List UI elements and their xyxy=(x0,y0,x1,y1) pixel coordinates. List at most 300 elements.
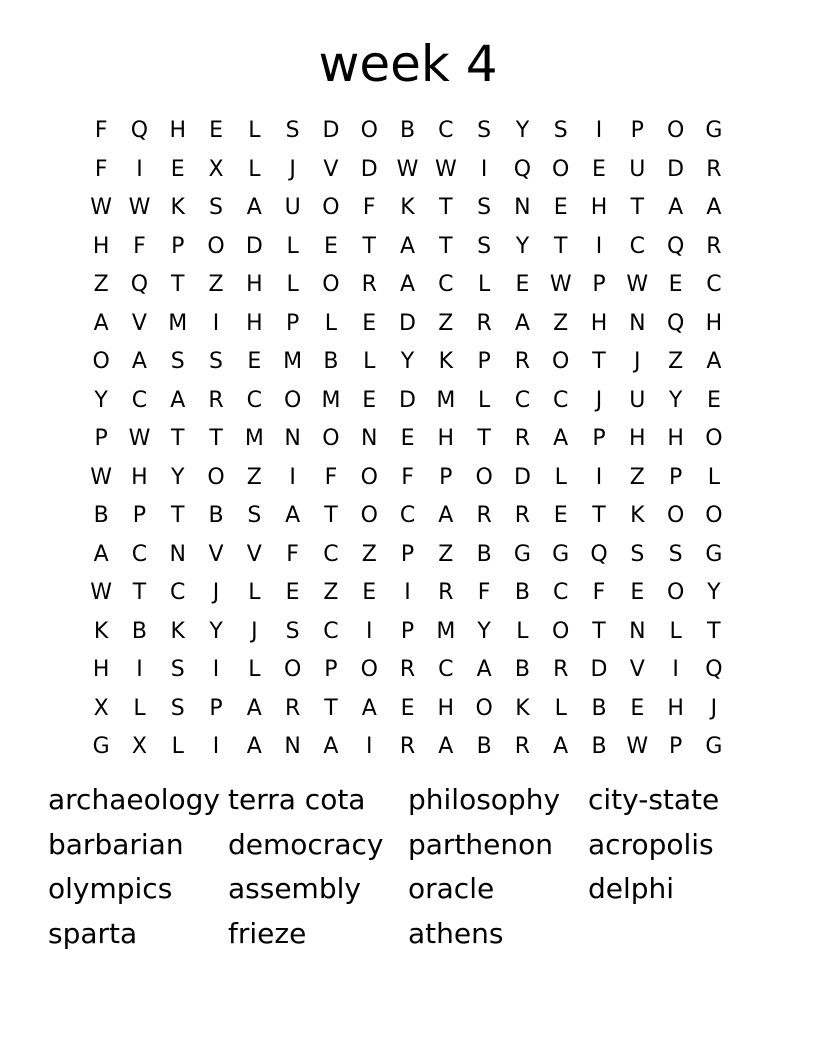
grid-letter: Y xyxy=(515,233,530,259)
grid-letter: O xyxy=(283,387,302,413)
grid-letter: Q xyxy=(513,156,532,182)
grid-letter: S xyxy=(170,695,185,721)
grid-letter: J xyxy=(251,618,258,644)
grid-letter: Y xyxy=(94,387,108,413)
grid-letter: Q xyxy=(705,657,723,683)
grid-row xyxy=(82,536,734,575)
grid-letter: O xyxy=(322,272,340,298)
grid-letter: O xyxy=(322,195,340,221)
grid-letter: K xyxy=(170,195,185,221)
grid-letter: Q xyxy=(130,118,149,144)
search-word: delphi xyxy=(588,872,675,905)
grid-letter: P xyxy=(400,618,415,644)
grid-letter: K xyxy=(93,618,109,644)
grid-letter: T xyxy=(439,233,453,259)
grid-letter: F xyxy=(592,580,606,606)
grid-letter: R xyxy=(438,580,454,606)
grid-letter: B xyxy=(323,349,339,375)
grid-letter: K xyxy=(170,618,185,644)
grid-letter: Z xyxy=(629,464,645,490)
grid-letter: N xyxy=(360,426,378,452)
grid-letter: L xyxy=(248,657,261,683)
search-word: barbarian xyxy=(48,827,184,861)
grid-letter: H xyxy=(169,118,187,144)
grid-letter: G xyxy=(705,118,723,144)
grid-letter: I xyxy=(480,156,488,182)
grid-row xyxy=(82,690,734,729)
grid-letter: V xyxy=(323,156,339,182)
grid-letter: D xyxy=(245,233,263,259)
grid-letter: W xyxy=(626,272,649,298)
grid-letter: O xyxy=(666,580,685,606)
grid-letter: I xyxy=(212,734,220,760)
grid-letter: U xyxy=(629,387,646,413)
grid-letter: L xyxy=(248,580,261,606)
grid-letter: L xyxy=(363,349,376,375)
grid-letter: S xyxy=(285,118,300,144)
grid-letter: L xyxy=(554,695,567,721)
grid-letter: L xyxy=(516,618,529,644)
grid-letter: E xyxy=(362,580,377,606)
grid-letter: N xyxy=(284,426,301,452)
grid-letter: H xyxy=(667,426,684,452)
grid-letter: L xyxy=(707,464,721,490)
grid-letter: C xyxy=(170,580,186,606)
grid-letter: Z xyxy=(93,272,109,298)
grid-letter: Y xyxy=(171,464,185,490)
grid-letter: P xyxy=(324,657,338,683)
grid-letter: Z xyxy=(361,541,377,567)
grid-letter: L xyxy=(286,233,299,259)
grid-letter: O xyxy=(322,426,340,452)
grid-letter: W xyxy=(396,156,419,182)
grid-letter: Q xyxy=(666,310,685,336)
grid-row xyxy=(82,228,734,267)
grid-letter: A xyxy=(361,695,377,721)
grid-letter: V xyxy=(208,541,224,567)
grid-letter: T xyxy=(592,503,606,529)
search-word: archaeology xyxy=(48,783,220,816)
grid-letter: T xyxy=(592,618,606,644)
grid-letter: S xyxy=(247,503,262,529)
grid-letter: O xyxy=(552,618,570,644)
grid-row xyxy=(82,497,734,536)
grid-letter: I xyxy=(672,657,679,683)
grid-letter: N xyxy=(169,541,186,567)
grid-letter: P xyxy=(285,310,300,336)
grid-row xyxy=(82,613,734,652)
grid-letter: N xyxy=(629,618,646,644)
grid-letter: X xyxy=(208,156,224,182)
grid-letter: O xyxy=(360,464,378,490)
grid-letter: A xyxy=(93,541,109,567)
grid-letter: H xyxy=(92,657,110,683)
grid-letter: E xyxy=(362,387,377,413)
grid-letter: A xyxy=(476,657,492,683)
grid-letter: S xyxy=(630,541,645,567)
grid-letter: H xyxy=(131,464,148,490)
grid-letter: H xyxy=(92,233,110,259)
grid-letter: I xyxy=(595,464,603,490)
search-word: athens xyxy=(408,916,504,950)
grid-letter: A xyxy=(553,734,569,760)
grid-letter: R xyxy=(706,156,722,182)
letter-grid xyxy=(82,112,734,767)
grid-letter: G xyxy=(705,734,723,760)
grid-row xyxy=(82,574,734,613)
grid-letter: B xyxy=(514,657,530,683)
grid-letter: Y xyxy=(477,618,491,644)
grid-letter: X xyxy=(93,695,109,721)
grid-letter: R xyxy=(514,349,531,375)
grid-letter: P xyxy=(477,349,491,375)
grid-letter: C xyxy=(131,387,148,413)
grid-letter: M xyxy=(436,387,456,413)
grid-letter: Z xyxy=(553,310,569,336)
grid-letter: P xyxy=(400,541,415,567)
grid-letter: Z xyxy=(668,349,684,375)
grid-row xyxy=(82,382,734,421)
grid-letter: B xyxy=(591,734,607,760)
grid-letter: S xyxy=(553,118,568,144)
grid-letter: A xyxy=(246,195,262,221)
grid-letter: D xyxy=(590,657,608,683)
grid-letter: S xyxy=(668,541,683,567)
grid-letter: H xyxy=(246,272,263,298)
grid-letter: P xyxy=(668,464,683,490)
grid-row xyxy=(82,343,734,382)
grid-letter: A xyxy=(285,503,301,529)
grid-letter: O xyxy=(360,657,378,683)
grid-letter: E xyxy=(247,349,262,375)
grid-letter: F xyxy=(94,118,108,144)
grid-row xyxy=(82,728,734,767)
search-word: terra cota xyxy=(228,783,366,816)
grid-letter: E xyxy=(553,503,568,529)
grid-letter: L xyxy=(477,387,491,413)
grid-letter: G xyxy=(513,541,531,567)
grid-letter: P xyxy=(132,503,147,529)
grid-letter: Z xyxy=(246,464,262,490)
grid-letter: P xyxy=(592,426,606,452)
grid-letter: W xyxy=(128,195,151,221)
search-word: olympics xyxy=(48,872,173,905)
grid-letter: I xyxy=(212,657,220,683)
grid-letter: O xyxy=(92,349,110,375)
grid-letter: O xyxy=(552,156,570,182)
grid-row xyxy=(82,266,734,305)
grid-letter: T xyxy=(477,426,491,452)
grid-letter: V xyxy=(246,541,262,567)
grid-letter: I xyxy=(365,734,373,760)
search-word: philosophy xyxy=(408,783,561,816)
grid-letter: L xyxy=(248,118,261,144)
grid-letter: A xyxy=(399,272,416,298)
grid-letter: B xyxy=(476,734,492,760)
grid-letter: L xyxy=(477,272,491,298)
grid-letter: R xyxy=(514,426,531,452)
grid-letter: I xyxy=(365,618,373,644)
grid-letter: J xyxy=(710,695,718,721)
grid-letter: E xyxy=(706,387,721,413)
search-word: sparta xyxy=(48,916,138,950)
grid-letter: B xyxy=(93,503,109,529)
grid-letter: O xyxy=(552,349,570,375)
grid-letter: A xyxy=(668,195,684,221)
grid-letter: L xyxy=(248,156,261,182)
grid-letter: I xyxy=(136,657,143,683)
search-word: democracy xyxy=(228,827,384,861)
grid-row xyxy=(82,420,734,459)
word-list xyxy=(48,778,768,956)
grid-letter: F xyxy=(286,541,299,567)
grid-letter: Z xyxy=(323,580,339,606)
grid-letter: G xyxy=(92,734,110,760)
grid-letter: N xyxy=(284,734,301,760)
grid-letter: C xyxy=(438,272,454,298)
grid-letter: Y xyxy=(707,580,721,606)
grid-letter: L xyxy=(324,310,338,336)
grid-letter: T xyxy=(324,695,338,721)
grid-letter: S xyxy=(170,657,185,683)
grid-letter: T xyxy=(171,426,185,452)
grid-letter: E xyxy=(323,233,338,259)
grid-letter: B xyxy=(476,541,492,567)
grid-letter: O xyxy=(705,503,723,529)
grid-letter: O xyxy=(360,503,378,529)
search-word: acropolis xyxy=(588,827,714,861)
grid-letter: M xyxy=(283,349,303,375)
grid-letter: P xyxy=(171,233,185,259)
grid-letter: S xyxy=(209,349,224,375)
grid-letter: R xyxy=(284,695,301,721)
grid-letter: J xyxy=(212,580,220,606)
grid-letter: B xyxy=(591,695,607,721)
grid-row xyxy=(82,651,734,690)
grid-letter: E xyxy=(668,272,683,298)
grid-letter: A xyxy=(93,310,109,336)
grid-letter: O xyxy=(705,426,723,452)
grid-letter: R xyxy=(399,657,416,683)
grid-letter: T xyxy=(362,233,376,259)
grid-letter: E xyxy=(285,580,300,606)
grid-letter: H xyxy=(246,310,263,336)
grid-letter: F xyxy=(324,464,338,490)
grid-letter: W xyxy=(90,580,113,606)
grid-letter: M xyxy=(168,310,188,336)
grid-letter: P xyxy=(209,695,223,721)
grid-letter: E xyxy=(592,156,606,182)
grid-letter: W xyxy=(434,156,457,182)
grid-letter: Y xyxy=(209,618,223,644)
grid-letter: Z xyxy=(438,541,454,567)
grid-letter: Q xyxy=(666,233,685,259)
grid-letter: Q xyxy=(590,541,608,567)
grid-letter: B xyxy=(514,580,530,606)
grid-letter: T xyxy=(439,195,453,221)
grid-letter: E xyxy=(362,310,377,336)
grid-letter: A xyxy=(323,734,339,760)
grid-letter: Y xyxy=(515,118,530,144)
grid-letter: E xyxy=(209,118,223,144)
grid-letter: R xyxy=(208,387,224,413)
grid-letter: I xyxy=(289,464,296,490)
grid-letter: D xyxy=(360,156,378,182)
grid-letter: O xyxy=(207,233,225,259)
grid-letter: L xyxy=(669,618,682,644)
grid-letter: E xyxy=(630,580,645,606)
grid-letter: R xyxy=(514,503,531,529)
grid-letter: R xyxy=(361,272,377,298)
grid-letter: T xyxy=(171,503,185,529)
grid-letter: T xyxy=(132,580,147,606)
grid-letter: W xyxy=(549,272,572,298)
grid-letter: F xyxy=(477,580,491,606)
grid-letter: C xyxy=(438,118,454,144)
grid-letter: E xyxy=(515,272,530,298)
grid-letter: C xyxy=(706,272,722,298)
grid-letter: A xyxy=(246,734,262,760)
grid-letter: P xyxy=(668,734,683,760)
grid-row xyxy=(82,112,734,151)
grid-letter: D xyxy=(513,464,531,490)
grid-letter: N xyxy=(629,310,646,336)
grid-letter: G xyxy=(552,541,570,567)
search-word: parthenon xyxy=(408,827,554,861)
grid-letter: A xyxy=(514,310,530,336)
grid-letter: C xyxy=(246,387,263,413)
grid-letter: Z xyxy=(208,272,224,298)
grid-letter: R xyxy=(476,310,492,336)
grid-letter: G xyxy=(705,541,723,567)
grid-letter: H xyxy=(590,310,608,336)
search-word: oracle xyxy=(408,872,495,905)
grid-letter: A xyxy=(706,195,722,221)
grid-letter: O xyxy=(475,464,493,490)
grid-letter: C xyxy=(323,541,339,567)
grid-letter: S xyxy=(285,618,300,644)
grid-letter: D xyxy=(399,310,416,336)
grid-letter: P xyxy=(94,426,108,452)
grid-letter: X xyxy=(131,734,147,760)
grid-letter: A xyxy=(553,426,569,452)
grid-letter: R xyxy=(514,734,531,760)
grid-letter: A xyxy=(438,503,454,529)
grid-letter: A xyxy=(706,349,722,375)
grid-row xyxy=(82,459,734,498)
grid-letter: B xyxy=(399,118,416,144)
grid-letter: M xyxy=(321,387,341,413)
grid-letter: W xyxy=(90,464,113,490)
grid-letter: J xyxy=(595,387,603,413)
grid-letter: T xyxy=(592,349,606,375)
grid-letter: J xyxy=(634,349,641,375)
grid-letter: J xyxy=(289,156,296,182)
grid-letter: C xyxy=(131,541,148,567)
grid-letter: A xyxy=(438,734,454,760)
grid-letter: A xyxy=(246,695,262,721)
grid-letter: Z xyxy=(438,310,454,336)
grid-letter: B xyxy=(208,503,224,529)
grid-letter: R xyxy=(399,734,416,760)
grid-letter: P xyxy=(592,272,606,298)
grid-letter: A xyxy=(399,233,416,259)
grid-letter: O xyxy=(283,657,302,683)
grid-letter: O xyxy=(207,464,225,490)
grid-letter: A xyxy=(131,349,147,375)
grid-letter: S xyxy=(477,195,492,221)
grid-letter: C xyxy=(514,387,531,413)
grid-letter: C xyxy=(399,503,416,529)
grid-letter: K xyxy=(630,503,645,529)
grid-letter: D xyxy=(667,156,685,182)
grid-letter: I xyxy=(136,156,143,182)
grid-letter: H xyxy=(629,426,646,452)
grid-letter: F xyxy=(94,156,108,182)
grid-letter: E xyxy=(170,156,185,182)
grid-letter: V xyxy=(629,657,645,683)
grid-letter: K xyxy=(438,349,454,375)
grid-letter: E xyxy=(553,195,568,221)
grid-letter: S xyxy=(170,349,185,375)
grid-row xyxy=(82,189,734,228)
grid-letter: S xyxy=(209,195,224,221)
grid-letter: U xyxy=(629,156,646,182)
grid-letter: F xyxy=(362,195,376,221)
grid-letter: W xyxy=(128,426,151,452)
grid-row xyxy=(82,151,734,190)
grid-letter: S xyxy=(477,118,492,144)
grid-letter: C xyxy=(323,618,339,644)
grid-letter: D xyxy=(322,118,340,144)
grid-letter: M xyxy=(436,618,456,644)
grid-letter: H xyxy=(437,695,455,721)
search-word: frieze xyxy=(228,916,307,950)
grid-letter: I xyxy=(404,580,411,606)
grid-letter: C xyxy=(629,233,645,259)
grid-letter: U xyxy=(284,195,301,221)
grid-letter: L xyxy=(171,734,184,760)
grid-letter: H xyxy=(667,695,684,721)
grid-letter: L xyxy=(133,695,146,721)
grid-letter: R xyxy=(706,233,722,259)
grid-letter: Y xyxy=(668,387,683,413)
grid-letter: F xyxy=(401,464,414,490)
grid-letter: H xyxy=(590,195,608,221)
grid-letter: E xyxy=(400,695,415,721)
grid-letter: O xyxy=(666,503,685,529)
grid-letter: C xyxy=(553,580,569,606)
grid-letter: F xyxy=(133,233,146,259)
grid-letter: T xyxy=(553,233,568,259)
grid-letter: B xyxy=(131,618,147,644)
grid-letter: W xyxy=(626,734,649,760)
grid-letter: S xyxy=(477,233,492,259)
grid-letter: K xyxy=(400,195,415,221)
grid-letter: A xyxy=(170,387,186,413)
grid-letter: C xyxy=(438,657,454,683)
grid-letter: K xyxy=(515,695,530,721)
grid-letter: C xyxy=(553,387,569,413)
grid-letter: T xyxy=(171,272,185,298)
grid-letter: I xyxy=(595,118,603,144)
grid-letter: T xyxy=(324,503,338,529)
grid-letter: E xyxy=(400,426,415,452)
grid-letter: T xyxy=(707,618,721,644)
grid-letter: O xyxy=(360,118,378,144)
grid-letter: I xyxy=(212,310,220,336)
grid-letter: L xyxy=(554,464,567,490)
